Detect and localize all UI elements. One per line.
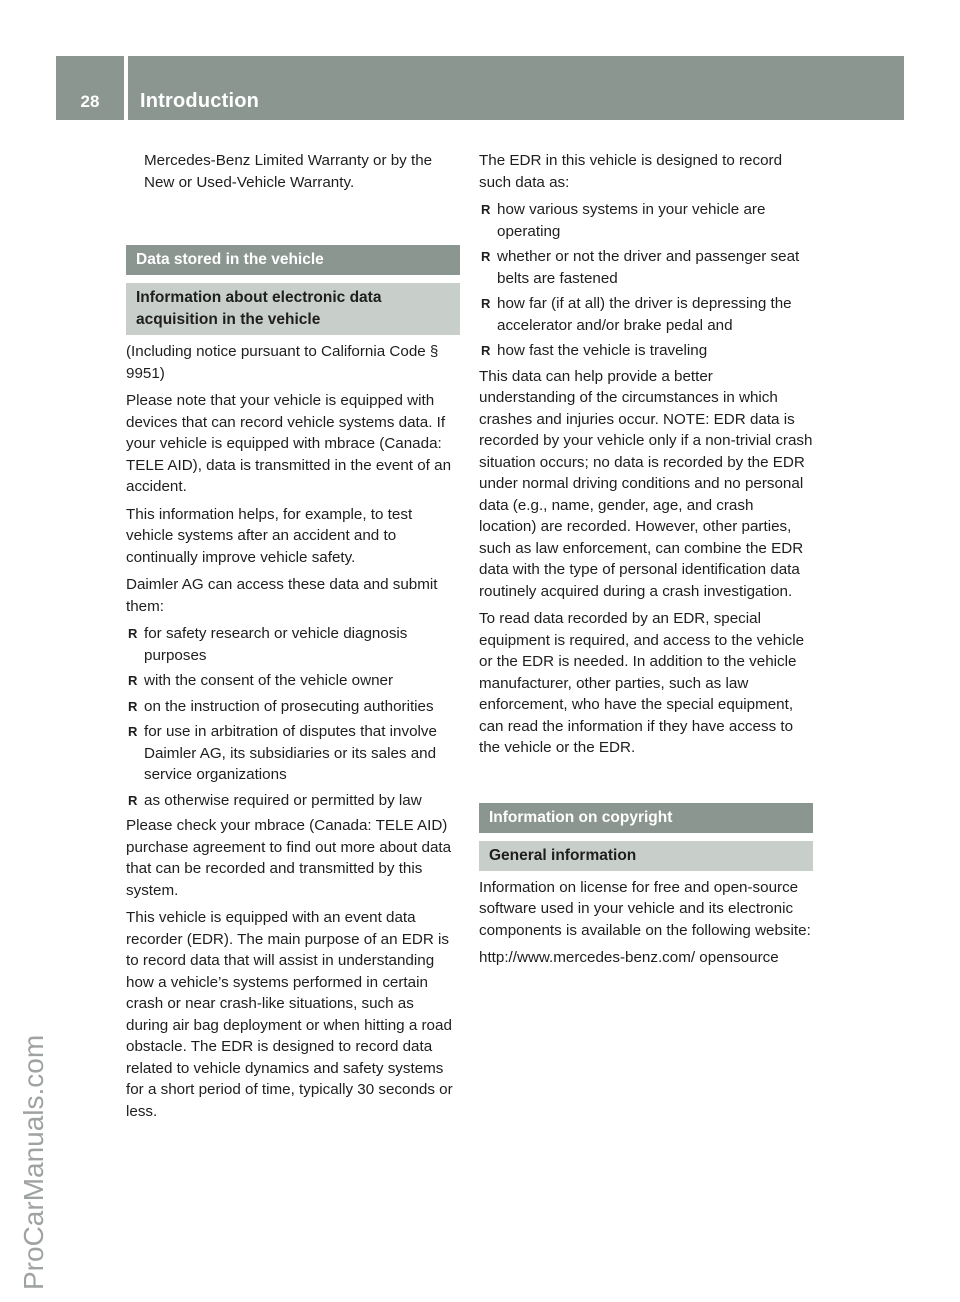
- bullet-list-data-access: [126, 623, 460, 811]
- bullet-icon: R: [481, 202, 491, 217]
- intro-continued: Mercedes-Benz Limited Warranty or by the New or Used-Vehicle Warranty.: [144, 152, 433, 191]
- paragraph: Please note that your vehicle is equipped with devices that can record vehicle systems data. If your vehicle is equipped with mbrace (Canada: TELE AID), data is transmitted in the event of an accident.: [126, 392, 452, 495]
- list-item: R for safety research or vehicle diagnosis purposes: [128, 625, 408, 664]
- bullet-icon: R: [128, 698, 138, 714]
- subsection-heading-electronic-data: Information about electronic data acquisition in the vehicle: [126, 283, 460, 335]
- watermark: ProCarManuals.com: [18, 1034, 49, 1290]
- subsection-heading-general: General information: [479, 841, 813, 871]
- paragraph: Information on license for free and open-source software used in your vehicle and its electronic components is available on the following website:: [479, 878, 811, 939]
- bullet-icon: R: [128, 792, 138, 808]
- list-item: R how far (if at all) the driver is depressing the accelerator and/or brake pedal and: [481, 295, 792, 334]
- list-item: R as otherwise required or permitted by law: [126, 790, 460, 812]
- paragraph: This information helps, for example, to test vehicle systems after an accident and to continually improve vehicle safety.: [126, 505, 413, 566]
- paragraph: To read data recorded by an EDR, special equipment is required, and access to the vehicle or the EDR is needed. In addition to the vehicle manufacturer, other parties, such as law enforcement, who have the special equipment, can read the information if they have access to the vehicle or the EDR.: [479, 610, 805, 756]
- list-item: R on the instruction of prosecuting authorities: [126, 696, 460, 718]
- bullet-icon: R: [128, 626, 138, 641]
- chapter-title: Introduction: [140, 90, 260, 112]
- bullet-icon: R: [128, 724, 138, 739]
- paragraph: This vehicle is equipped with an event data recorder (EDR). The main purpose of an EDR is to record data that will assist in understanding how a vehicle’s systems performed in certain crash or near crash-like situations, such as during air bag deployment or when hitting a road obstacle. The EDR is designed to record data related to vehicle dynamics and safety systems for a short period of time, typically 30 seconds or less.: [126, 909, 453, 1120]
- list-item: R with the consent of the vehicle owner: [126, 670, 460, 692]
- bullet-icon: R: [481, 343, 491, 358]
- left-column: [126, 150, 460, 1128]
- list-item: R how fast the vehicle is traveling: [479, 340, 813, 362]
- bullet-list-edr-data: [479, 199, 813, 362]
- paragraph: Please check your mbrace (Canada: TELE AID) purchase agreement to find out more about data that can be recorded and transmitted by this system.: [126, 817, 452, 899]
- header-divider: [124, 56, 128, 120]
- right-column: [479, 150, 813, 975]
- opensource-url: http://www.mercedes-benz.com/ opensource: [479, 949, 779, 966]
- paragraph: Daimler AG can access these data and submit them:: [126, 576, 438, 615]
- section-heading-data-stored: Data stored in the vehicle: [126, 245, 460, 275]
- list-item: R for use in arbitration of disputes that involve Daimler AG, its subsidiaries or its sales and service organizations: [128, 723, 437, 783]
- list-item: R whether or not the driver and passenger seat belts are fastened: [481, 248, 800, 287]
- bullet-icon: R: [481, 249, 491, 264]
- paragraph: The EDR in this vehicle is designed to record such data as:: [479, 152, 783, 191]
- bullet-icon: R: [128, 673, 138, 688]
- page-number: 28: [80, 92, 100, 111]
- list-item: R how various systems in your vehicle are operating: [481, 201, 766, 240]
- paragraph: This data can help provide a better understanding of the circumstances in which crashes and injuries occur. NOTE: EDR data is recorded by your vehicle only if a non-trivial crash situation occurs; no data is recorded by the EDR under normal driving conditions and no personal data (e.g., name, gender, age, and crash location) are recorded. However, other parties, such as law enforcement, can combine the EDR data with the type of personal identification data routinely acquired during a crash investigation.: [479, 367, 813, 600]
- paragraph: (Including notice pursuant to California Code § 9951): [126, 343, 439, 382]
- bullet-icon: R: [481, 296, 491, 311]
- section-heading-copyright: Information on copyright: [479, 803, 813, 833]
